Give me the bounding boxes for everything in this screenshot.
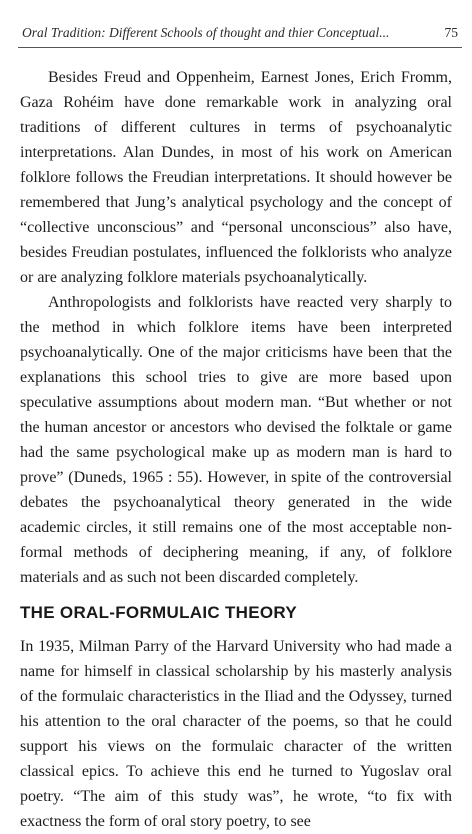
running-head-title: Oral Tradition: Different Schools of thought and thier Conceptual... xyxy=(22,25,390,40)
header-rule xyxy=(18,47,462,48)
section-heading: THE ORAL-FORMULAIC THEORY xyxy=(20,603,297,622)
running-head xyxy=(22,22,458,44)
page-body xyxy=(20,65,452,834)
paragraph-milman-parry: In 1935, Milman Parry of the Harvard University who had made a name for himself in classical scholarship by his masterly analysis of the formulaic characteristics in the Iliad and the Odyssey, turned his attention to the oral character of the poems, so that he could support his views on the formulaic character of the written classical epics. To achieve this end he turned to Yugoslav oral poetry. “The aim of this study was”, he wrote, “to fix with exactness the form of oral story poetry, to see xyxy=(20,638,452,830)
page-number: 75 xyxy=(444,25,458,40)
paragraph-psychoanalytic-scholars: Besides Freud and Oppenheim, Earnest Jones, Erich Fromm, Gaza Rohéim have done remarkable work in analyzing oral traditions of different cultures in terms of psychoanalytic interpretations. Alan Dundes, in most of his work on American folklore follows the Freudian interpretations. It should however be remembered that Jung’s analytical psychology and the concept of “collective unconscious” and “personal unconscious” also have, besides Freudian postulates, influenced the folklorists who analyze or are analyzing folklore materials psychoanalytically. xyxy=(20,69,452,286)
paragraph-criticism: Anthropologists and folklorists have reacted very sharply to the method in which folklore items have been interpreted psychoanalytically. One of the major criticisms have been that the explanations this school tries to give are more based upon speculative assumptions about modern man. “But whether or not the human ancestor or ancestors who devised the folktale or game had the same psychological make up as modern man is hard to prove” (Duneds, 1965 : 55). However, in spite of the controversial debates the psychoanalytical theory generated in the wide academic circles, it still remains one of the most acceptable non-formal methods of deciphering meaning, if any, of folklore materials and as such not been discarded completely. xyxy=(20,294,452,586)
